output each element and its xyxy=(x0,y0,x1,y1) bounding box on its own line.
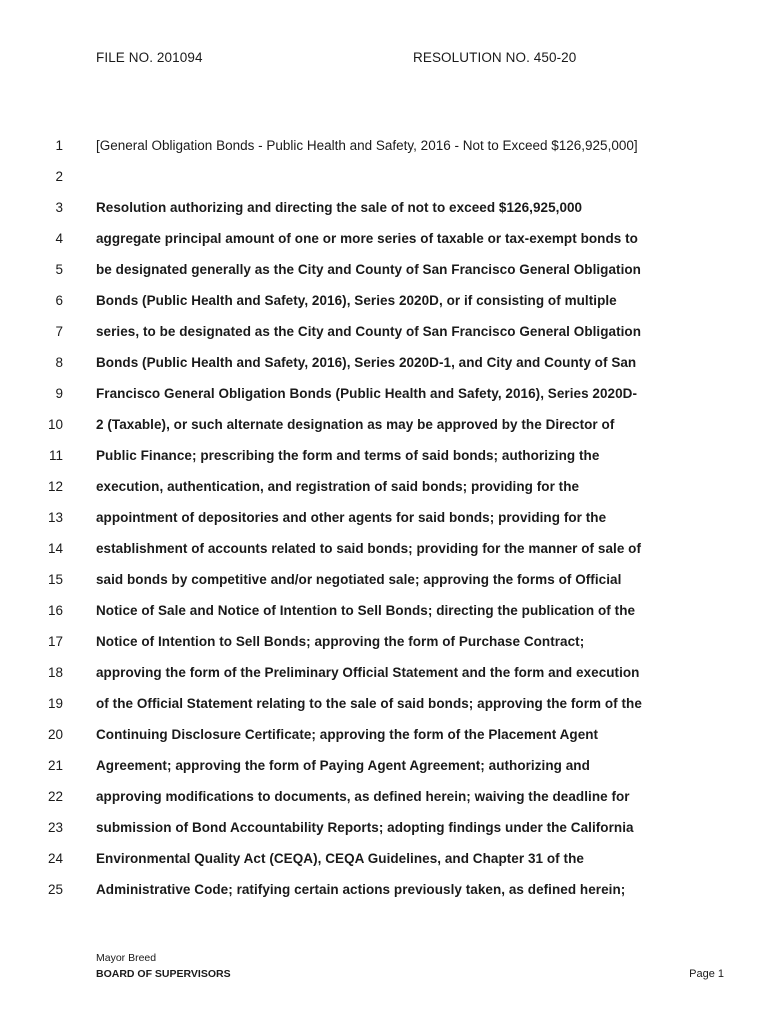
line-text: approving modifications to documents, as defined herein; waiving the deadline for xyxy=(96,789,630,804)
footer-sponsor: Mayor Breed xyxy=(96,952,157,964)
resolution-title: [General Obligation Bonds - Public Health and Safety, 2016 - Not to Exceed $126,925,000] xyxy=(96,138,638,153)
document-line xyxy=(0,665,770,685)
line-number: 19 xyxy=(47,696,63,711)
document-line xyxy=(0,231,770,251)
document-line xyxy=(0,820,770,840)
line-text: 2 (Taxable), or such alternate designation as may be approved by the Director of xyxy=(96,417,615,432)
line-number: 8 xyxy=(55,355,63,370)
line-text: Bonds (Public Health and Safety, 2016), Series 2020D, or if consisting of multiple xyxy=(96,293,617,308)
line-number: 3 xyxy=(55,200,63,215)
document-line xyxy=(0,572,770,592)
line-number: 13 xyxy=(47,510,63,525)
document-line xyxy=(0,727,770,747)
document-line xyxy=(0,169,770,189)
line-number: 22 xyxy=(47,789,63,804)
document-line xyxy=(0,355,770,375)
line-number: 6 xyxy=(55,293,63,308)
line-text: be designated generally as the City and County of San Francisco General Obligation xyxy=(96,262,641,277)
line-text: appointment of depositories and other agents for said bonds; providing for the xyxy=(96,510,607,525)
line-number: 9 xyxy=(55,386,63,401)
document-line xyxy=(0,634,770,654)
line-text: aggregate principal amount of one or more series of taxable or tax-exempt bonds to xyxy=(96,231,638,246)
line-number: 4 xyxy=(55,231,63,246)
line-text: Bonds (Public Health and Safety, 2016), Series 2020D-1, and City and County of San xyxy=(96,355,637,370)
document-line xyxy=(0,789,770,809)
document-line xyxy=(0,758,770,778)
line-number: 7 xyxy=(55,324,63,339)
line-number: 11 xyxy=(48,448,63,463)
line-text: submission of Bond Accountability Reports; adopting findings under the California xyxy=(96,820,634,835)
line-number: 14 xyxy=(47,541,63,556)
document-line xyxy=(0,851,770,871)
line-text: Administrative Code; ratifying certain actions previously taken, as defined herein; xyxy=(96,882,626,897)
page-number: Page 1 xyxy=(689,968,724,980)
line-text: Public Finance; prescribing the form and terms of said bonds; authorizing the xyxy=(96,448,600,463)
line-text: Continuing Disclosure Certificate; approving the form of the Placement Agent xyxy=(96,727,599,742)
line-number: 16 xyxy=(47,603,63,618)
line-number: 10 xyxy=(47,417,63,432)
document-line xyxy=(0,293,770,313)
line-text: Notice of Intention to Sell Bonds; approving the form of Purchase Contract; xyxy=(96,634,585,649)
document-line xyxy=(0,417,770,437)
line-text: series, to be designated as the City and County of San Francisco General Obligation xyxy=(96,324,642,339)
line-number: 15 xyxy=(47,572,63,587)
line-number: 24 xyxy=(47,851,63,866)
line-text: of the Official Statement relating to the sale of said bonds; approving the form of the xyxy=(96,696,642,711)
footer-board: BOARD OF SUPERVISORS xyxy=(96,968,231,980)
line-number: 12 xyxy=(47,479,63,494)
line-text: said bonds by competitive and/or negotiated sale; approving the forms of Official xyxy=(96,572,622,587)
line-text: Resolution authorizing and directing the sale of not to exceed $126,925,000 xyxy=(96,200,583,215)
line-number: 25 xyxy=(47,882,63,897)
document-line xyxy=(0,696,770,716)
line-number: 18 xyxy=(47,665,63,680)
document-line xyxy=(0,324,770,344)
line-number: 20 xyxy=(47,727,63,742)
line-number: 5 xyxy=(55,262,63,277)
line-number: 2 xyxy=(55,169,63,184)
file-number: FILE NO. 201094 xyxy=(96,50,203,65)
document-line xyxy=(0,541,770,561)
document-line xyxy=(0,882,770,902)
document-line xyxy=(0,448,770,468)
document-line xyxy=(0,479,770,499)
document-line xyxy=(0,262,770,282)
line-text: Agreement; approving the form of Paying Agent Agreement; authorizing and xyxy=(96,758,590,773)
line-number: 23 xyxy=(47,820,63,835)
line-text: execution, authentication, and registration of said bonds; providing for the xyxy=(96,479,580,494)
line-number: 21 xyxy=(47,758,63,773)
document-line xyxy=(0,603,770,623)
line-text: Environmental Quality Act (CEQA), CEQA Guidelines, and Chapter 31 of the xyxy=(96,851,584,866)
resolution-number: RESOLUTION NO. 450-20 xyxy=(413,50,577,65)
line-text: approving the form of the Preliminary Official Statement and the form and execution xyxy=(96,665,640,680)
line-text: Francisco General Obligation Bonds (Public Health and Safety, 2016), Series 2020D- xyxy=(96,386,638,401)
line-text: Notice of Sale and Notice of Intention to Sell Bonds; directing the publication of the xyxy=(96,603,636,618)
line-number: 17 xyxy=(47,634,63,649)
document-line xyxy=(0,386,770,406)
line-number: 1 xyxy=(55,138,63,153)
document-line xyxy=(0,510,770,530)
document-line xyxy=(0,138,770,158)
line-text: establishment of accounts related to said bonds; providing for the manner of sale of xyxy=(96,541,642,556)
document-line xyxy=(0,200,770,220)
